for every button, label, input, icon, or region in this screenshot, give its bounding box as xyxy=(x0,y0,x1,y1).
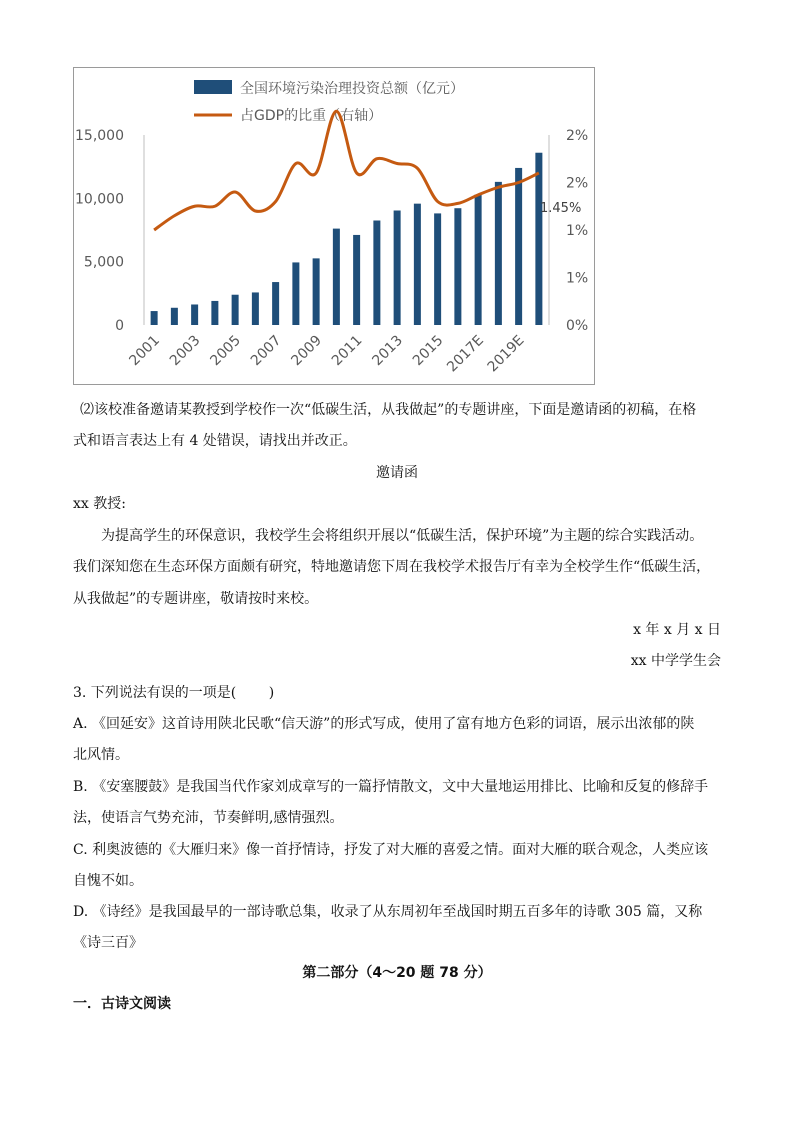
letter-title: 邀请函 xyxy=(376,465,418,481)
part-2-title: 第二部分（4～20 题 78 分） xyxy=(302,965,492,981)
question-2-line1: ⑵该校准备邀请某教授到学校作一次“低碳生活，从我做起”的专题讲座，下面是邀请函的初稿，在格 xyxy=(80,402,697,418)
investment-chart xyxy=(73,67,595,385)
letter-salutation: xx 教授: xyxy=(73,496,126,512)
letter-date: x 年 x 月 x 日 xyxy=(633,622,721,638)
x-axis-tick: 2003 xyxy=(166,332,204,370)
x-axis-tick: 2009 xyxy=(288,332,325,370)
bar-2020E xyxy=(535,153,542,325)
left-axis-tick: 5,000 xyxy=(83,254,124,271)
right-axis-tick: 2% xyxy=(566,128,589,144)
option-d-line2: 《诗三百》 xyxy=(73,935,143,951)
option-b-line2: 法，使语言气势充沛，节奏鲜明,感情强烈。 xyxy=(73,810,344,826)
legend-bar-label: 全国环境污染治理投资总额（亿元） xyxy=(240,81,464,97)
bar-2011 xyxy=(353,235,360,325)
letter-signature: xx 中学学生会 xyxy=(630,653,721,669)
bar-2014 xyxy=(414,204,421,325)
bar-2010 xyxy=(333,229,340,325)
bar-2005 xyxy=(232,295,239,325)
right-axis-tick: 2% xyxy=(566,175,589,192)
bar-2019E xyxy=(515,168,522,325)
bar-2018E xyxy=(495,182,502,325)
x-axis-tick: 2001 xyxy=(126,332,163,370)
option-c-line1: C. 利奥波德的《大雁归来》像一首抒情诗，抒发了对大雁的喜爱之情。面对大雁的联合观念，人类应该 xyxy=(73,842,709,858)
option-a-line1: A. 《回延安》这首诗用陕北民歌“信天游”的形式写成，使用了富有地方色彩的词语，展示出浓郁的陕 xyxy=(73,716,695,732)
x-axis-tick: 2013 xyxy=(369,332,406,370)
right-axis-tick: 1% xyxy=(566,270,589,287)
right-axis-tick: 1% xyxy=(566,223,589,239)
left-axis-tick: 0 xyxy=(115,318,124,334)
section-1-title: 一．古诗文阅读 xyxy=(73,996,171,1012)
legend-line-label: 占GDP的比重（右轴） xyxy=(240,108,383,124)
x-axis-tick: 2017E xyxy=(444,332,487,376)
option-a-line2: 北风情。 xyxy=(73,747,129,763)
bar-2017E xyxy=(475,195,482,325)
bar-2016 xyxy=(454,208,461,325)
x-axis-tick: 2005 xyxy=(207,332,244,370)
option-d-line1: D. 《诗经》是我国最早的一部诗歌总集，收录了从东周初年至战国时期五百多年的诗歌 305 篇，又称 xyxy=(73,904,703,920)
question-2-line2: 式和语言表达上有 4 处错误，请找出并改正。 xyxy=(73,433,357,449)
bar-2008 xyxy=(292,262,299,325)
bar-2001 xyxy=(151,311,158,325)
x-axis-tick: 2007 xyxy=(247,332,285,370)
letter-body-2: 我们深知您在生态环保方面颇有研究，特地邀请您下周在我校学术报告厅有幸为全校学生作“低碳生活， xyxy=(73,559,711,575)
chart-legend xyxy=(194,80,464,124)
option-c-line2: 自愧不如。 xyxy=(73,873,143,889)
bar-2004 xyxy=(211,301,218,325)
x-axis-tick: 2011 xyxy=(328,332,366,370)
x-axis-tick: 2019E xyxy=(484,332,528,376)
letter-body-3: 从我做起”的专题讲座，敬请按时来校。 xyxy=(73,591,319,607)
left-axis-tick: 10,000 xyxy=(75,191,124,208)
chart-svg xyxy=(74,68,594,384)
bar-2007 xyxy=(272,282,279,325)
letter-body-1: 为提高学生的环保意识，我校学生会将组织开展以“低碳生活，保护环境”为主题的综合实践活动。 xyxy=(101,528,704,544)
option-b-line1: B. 《安塞腰鼓》是我国当代作家刘成章写的一篇抒情散文，文中大量地运用排比、比喻和反复的修辞手 xyxy=(73,779,709,795)
bar-2006 xyxy=(252,292,259,325)
bar-2003 xyxy=(191,304,198,325)
bar-2013 xyxy=(394,210,401,325)
bar-2012 xyxy=(373,221,380,326)
question-3-stem: 3. 下列说法有误的一项是( ) xyxy=(73,685,275,701)
bar-2002 xyxy=(171,308,178,325)
bar-2009 xyxy=(313,258,320,325)
x-axis-tick: 2015 xyxy=(409,332,447,370)
bar-2015 xyxy=(434,213,441,325)
right-axis-tick: 0% xyxy=(566,318,589,334)
left-axis-tick: 15,000 xyxy=(75,128,124,144)
annotation-label: 1.45% xyxy=(540,201,582,216)
legend-bar-swatch xyxy=(194,80,232,94)
